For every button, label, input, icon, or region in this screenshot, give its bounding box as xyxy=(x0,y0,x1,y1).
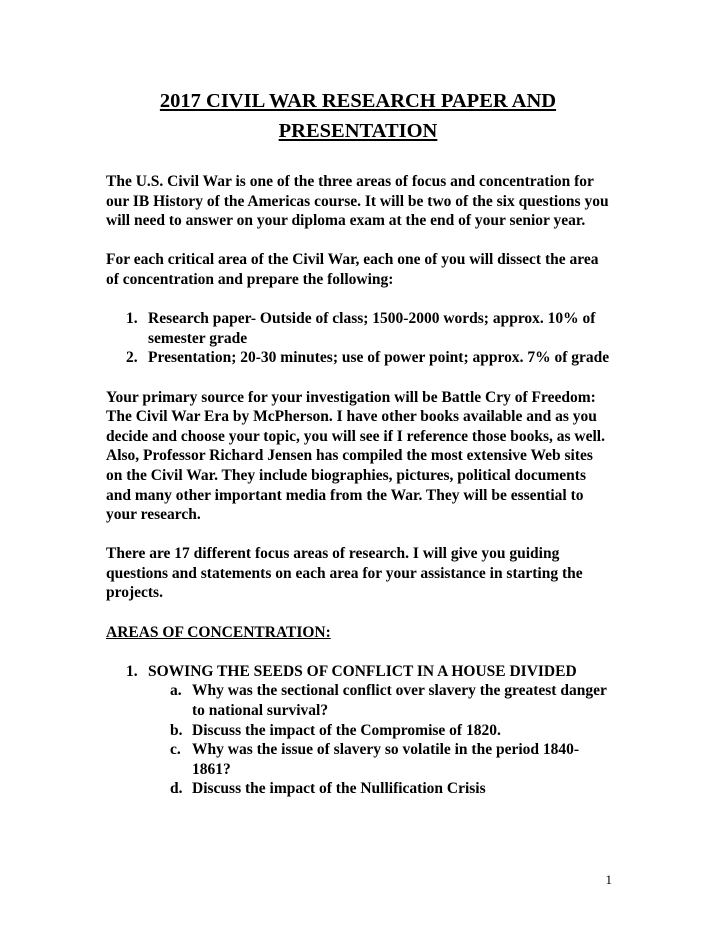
area-question xyxy=(170,740,610,779)
prepare-paragraph: For each critical area of the Civil War, each one of you will dissect the area of concentration and prepare the following: xyxy=(106,251,599,288)
area-item xyxy=(126,662,610,799)
deliverable-text: Research paper- Outside of class; 1500-2000 words; approx. 10% of semester grade xyxy=(148,310,596,347)
question-text: Why was the issue of slavery so volatile in the period 1840-1861? xyxy=(192,741,580,778)
question-letter: c. xyxy=(170,741,181,759)
area-question xyxy=(170,681,610,720)
area-question xyxy=(170,721,610,741)
area-title: SOWING THE SEEDS OF CONFLICT IN A HOUSE DIVIDED xyxy=(148,662,577,680)
area-question xyxy=(170,779,610,799)
area-questions-list xyxy=(148,681,610,799)
page-title xyxy=(106,86,610,146)
sources-paragraph: Your primary source for your investigation will be Battle Cry of Freedom: The Civil War Era by McPherson. I have other books available and as you decide and choose your topic, you will see if I reference those books, as well. Also, Professor Richard Jensen has compiled the most extensive Web sites on the Civil War. They include biographies, pictures, political documents and many other important media from the War. They will be essential to your research. xyxy=(106,388,605,524)
question-text: Why was the sectional conflict over slavery the greatest danger to national survival? xyxy=(192,682,607,720)
areas-list xyxy=(106,662,610,799)
question-letter: a. xyxy=(170,682,182,700)
deliverable-text: Presentation; 20-30 minutes; use of power point; approx. 7% of grade xyxy=(148,349,610,367)
areas-heading: AREAS OF CONCENTRATION: xyxy=(106,623,331,641)
question-text: Discuss the impact of the Compromise of 1820. xyxy=(192,721,501,739)
deliverable-number: 1. xyxy=(126,310,138,328)
deliverables-list xyxy=(106,309,610,368)
deliverable-number: 2. xyxy=(126,349,138,367)
deliverable-item xyxy=(126,348,610,368)
area-number: 1. xyxy=(126,662,138,680)
question-letter: d. xyxy=(170,780,183,798)
intro-paragraph: The U.S. Civil War is one of the three areas of focus and concentration for our IB History of the Americas course. It will be two of the six questions you will need to answer on your diploma exam at the end of your senior year. xyxy=(106,173,609,230)
page-number: 1 xyxy=(605,872,612,887)
question-text: Discuss the impact of the Nullification Crisis xyxy=(192,780,486,798)
title-line-1: 2017 CIVIL WAR RESEARCH PAPER AND xyxy=(159,90,557,112)
title-line-2: PRESENTATION xyxy=(278,120,438,142)
focus-areas-paragraph: There are 17 different focus areas of research. I will give you guiding questions and statements on each area for your assistance in starting the projects. xyxy=(106,545,583,602)
question-letter: b. xyxy=(170,721,183,739)
deliverable-item xyxy=(126,309,610,348)
